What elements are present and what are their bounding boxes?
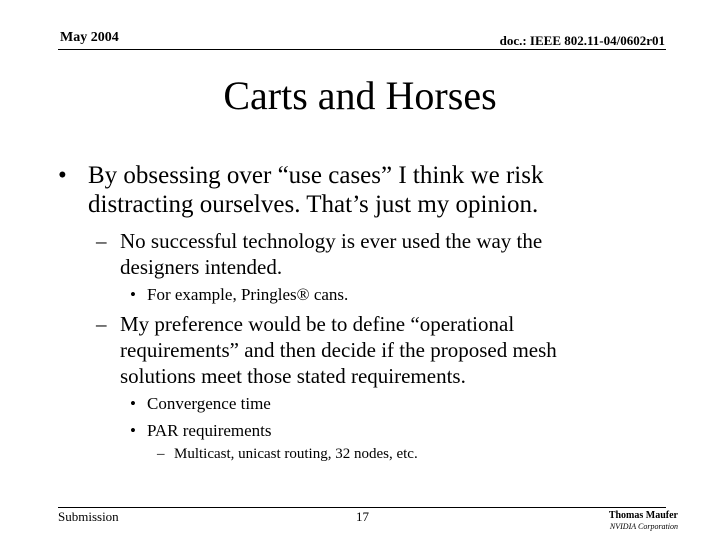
footer-divider: [58, 507, 666, 508]
bullet-marker: •: [58, 162, 67, 189]
bullet-level1-use-cases: [58, 161, 543, 219]
bullet-line: No successful technology is ever used the way the: [120, 229, 543, 253]
bullet-line: My preference would be to define “operational: [120, 312, 515, 336]
bullet-level2-preference: [96, 311, 557, 389]
bullet-line: requirements” and then decide if the proposed mesh: [120, 338, 557, 362]
bullet-level2-technology: [96, 228, 542, 280]
dash-marker: –: [157, 446, 165, 462]
dash-marker: –: [96, 312, 107, 336]
slide-title: Carts and Horses: [223, 73, 497, 118]
bullet-marker: •: [130, 421, 136, 440]
footer-author: Thomas Maufer: [608, 510, 678, 521]
bullet-level3-pringles: [130, 285, 348, 305]
bullet-line: distracting ourselves. That’s just my opinion.: [88, 191, 539, 218]
bullet-line: designers intended.: [120, 255, 283, 279]
bullet-marker: •: [130, 285, 136, 304]
bullet-line: Multicast, unicast routing, 32 nodes, etc.: [174, 446, 418, 462]
header-doc-id: doc.: IEEE 802.11-04/0602r01: [499, 33, 665, 48]
bullet-level3-convergence: [130, 394, 271, 414]
footer-page-number: 17: [356, 509, 369, 524]
header-divider: [58, 49, 666, 50]
footer-company: NVIDIA Corporation: [609, 522, 678, 531]
footer-submission: Submission: [58, 509, 119, 524]
dash-marker: –: [96, 229, 107, 253]
bullet-level3-par: [130, 421, 272, 441]
bullet-line: By obsessing over “use cases” I think we risk: [88, 162, 544, 189]
bullet-marker: •: [130, 394, 136, 413]
bullet-line: solutions meet those stated requirements.: [120, 364, 466, 388]
bullet-line: Convergence time: [147, 394, 271, 413]
header-date: May 2004: [60, 30, 119, 45]
bullet-line: PAR requirements: [147, 421, 272, 440]
bullet-level4-multicast: [157, 445, 418, 463]
bullet-line: For example, Pringles® cans.: [147, 285, 349, 304]
